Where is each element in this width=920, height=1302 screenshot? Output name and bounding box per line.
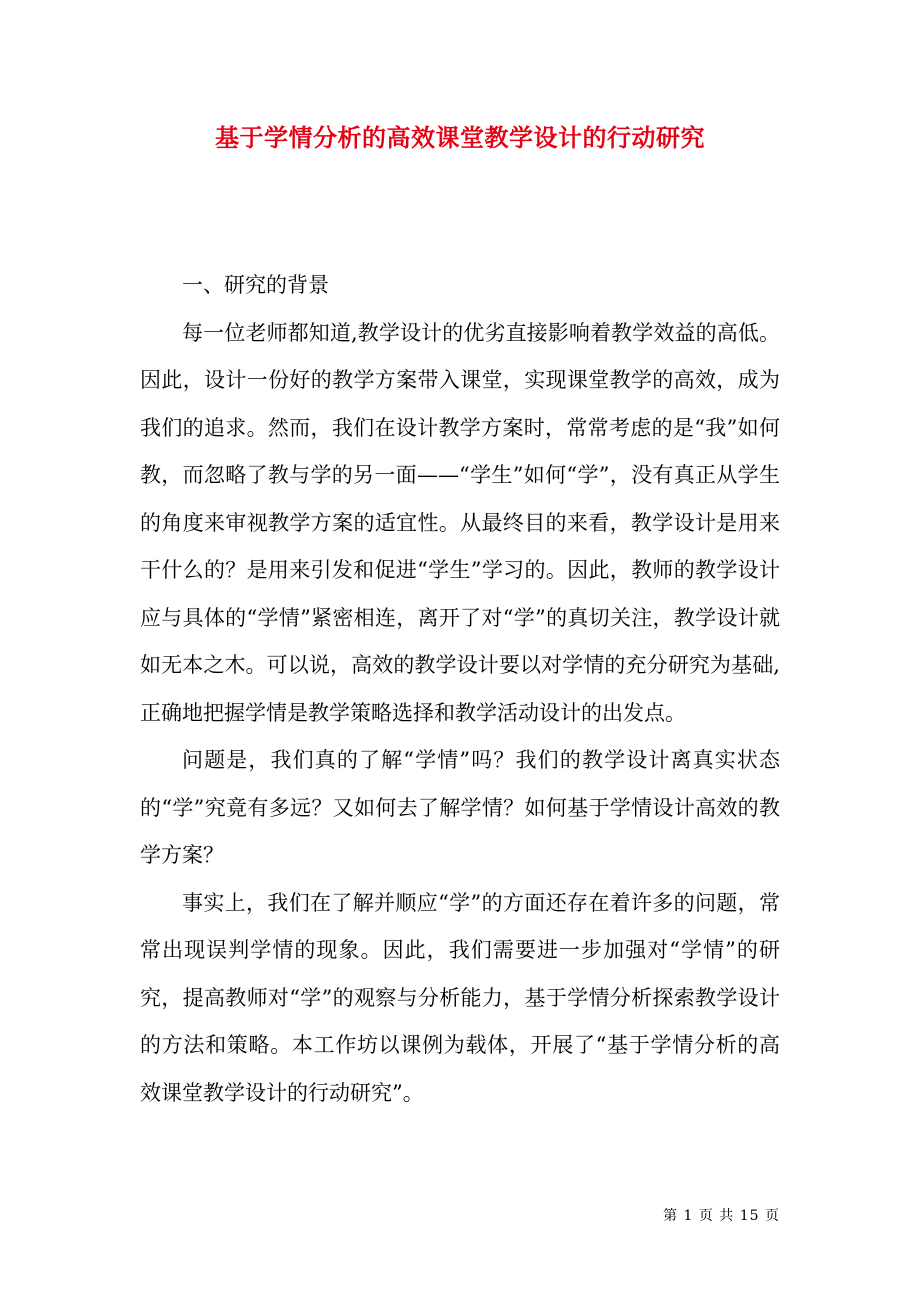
document-body [140,262,780,1117]
page-number-footer: 第 1 页 共 15 页 [663,1208,780,1224]
section-heading: 一、研究的背景 [182,273,329,297]
paragraph-1: 每一位老师都知道,教学设计的优劣直接影响着教学效益的高低。因此，设计一份好的教学方案带入课堂，实现课堂教学的高效，成为我们的追求。然而，我们在设计教学方案时，常常考虑的是“我”如何教，而忽略了教与学的另一面——“学生”如何“学”，没有真正从学生的角度来审视教学方案的适宜性。从最终目的来看，教学设计是用来干什么的？是用来引发和促进“学生”学习的。因此，教师的教学设计应与具体的“学情”紧密相连，离开了对“学”的真切关注，教学设计就如无本之木。可以说，高效的教学设计要以对学情的充分研究为基础,正确地把握学情是教学策略选择和教学活动设计的出发点。 [140,320,780,725]
paragraph-3: 事实上，我们在了解并顺应“学”的方面还存在着许多的问题，常常出现误判学情的现象。因此，我们需要进一步加强对“学情”的研究，提高教师对“学”的观察与分析能力，基于学情分析探索教学设计的方法和策略。本工作坊以课例为载体，开展了“基于学情分析的高效课堂教学设计的行动研究”。 [140,890,780,1105]
document-title: 基于学情分析的高效课堂教学设计的行动研究 [215,123,705,152]
paragraph-2: 问题是，我们真的了解“学情”吗？我们的教学设计离真实状态的“学”究竟有多远？又如何去了解学情？如何基于学情设计高效的教学方案？ [140,748,780,867]
